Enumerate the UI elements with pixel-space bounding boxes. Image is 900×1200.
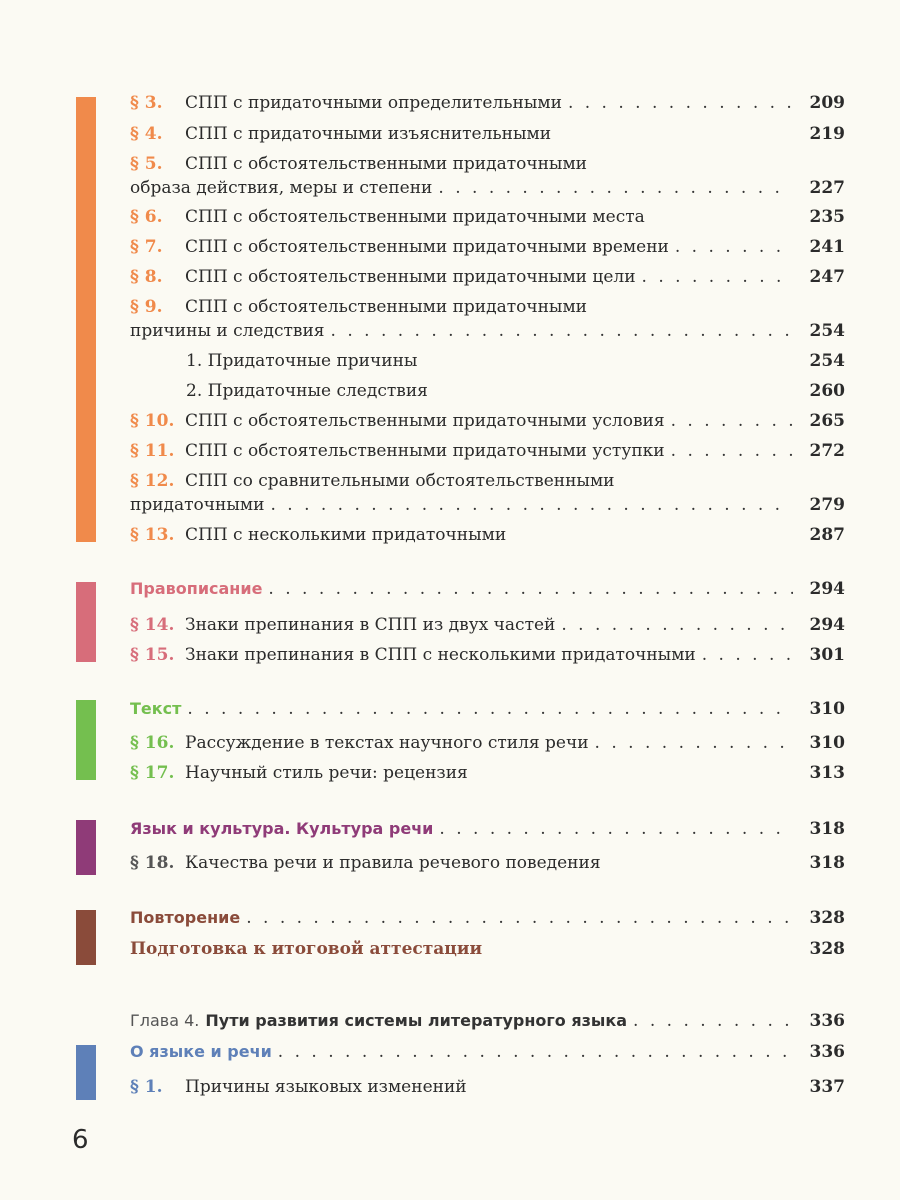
entry-title: Качества речи и правила речевого поведения — [185, 853, 601, 873]
entry-page: 265 — [809, 411, 845, 431]
entry-page: 254 — [809, 351, 845, 371]
page-number: 6 — [72, 1125, 89, 1155]
entry-page: 227 — [809, 178, 845, 198]
toc-entry[interactable] — [130, 491, 845, 519]
entry-page: 241 — [809, 237, 845, 257]
entry-title: причины и следствия — [130, 321, 325, 341]
entry-number: § 12. — [130, 471, 175, 491]
entry-page: 294 — [809, 615, 845, 635]
toc-entry[interactable] — [130, 89, 845, 117]
entry-number: § 1. — [130, 1077, 163, 1097]
toc-entry[interactable] — [130, 611, 845, 639]
toc-entry[interactable] — [130, 521, 845, 549]
leader-dots — [246, 904, 793, 932]
leader-dots — [675, 233, 793, 261]
entry-title: Знаки препинания в СПП с несколькими придаточными — [185, 645, 696, 665]
entry-page: 318 — [809, 819, 845, 839]
entry-number: § 5. — [130, 154, 163, 174]
toc-entry[interactable] — [130, 263, 845, 291]
section-title: Правописание — [130, 579, 263, 598]
entry-title: СПП с обстоятельственными придаточными места — [185, 207, 645, 227]
entry-title: СПП с придаточными определительными — [185, 93, 562, 113]
entry-page: 272 — [809, 441, 845, 461]
entry-title: СПП с обстоятельственными придаточными цели — [185, 267, 636, 287]
entry-page: 294 — [809, 579, 845, 599]
section-bar-review — [76, 910, 96, 965]
entry-title: 2. Придаточные следствия — [186, 381, 428, 401]
entry-number: § 15. — [130, 645, 175, 665]
entry-title: СПП с обстоятельственными придаточными условия — [185, 411, 665, 431]
entry-page: 310 — [809, 699, 845, 719]
toc-entry[interactable] — [130, 174, 845, 202]
section-title: Текст — [130, 699, 182, 718]
toc-entry[interactable] — [130, 203, 845, 231]
entry-page: 287 — [809, 525, 845, 545]
entry-page: 336 — [809, 1042, 845, 1062]
leader-dots — [270, 491, 793, 519]
entry-title: Научный стиль речи: рецензия — [185, 763, 468, 783]
section-title: Повторение — [130, 908, 241, 927]
section-bar-culture — [76, 820, 96, 875]
leader-dots — [633, 1007, 793, 1035]
toc-section[interactable] — [130, 935, 845, 963]
leader-dots — [595, 729, 793, 757]
chapter-prefix: Глава 4. — [130, 1011, 200, 1030]
entry-title: Причины языковых изменений — [185, 1077, 467, 1097]
entry-number: § 10. — [130, 411, 175, 431]
chapter-title: Пути развития системы литературного языка — [205, 1011, 628, 1030]
entry-page: 219 — [809, 124, 845, 144]
entry-page: 328 — [809, 908, 845, 928]
entry-title: придаточными — [130, 495, 265, 515]
entry-number: § 7. — [130, 237, 163, 257]
leader-dots — [568, 89, 793, 117]
toc-entry[interactable] — [130, 437, 845, 465]
leader-dots — [438, 174, 793, 202]
entry-title: Знаки препинания в СПП из двух частей — [185, 615, 556, 635]
leader-dots — [278, 1038, 793, 1066]
toc-entry[interactable] — [130, 759, 845, 787]
leader-dots — [642, 263, 793, 291]
leader-dots — [702, 641, 793, 669]
entry-number: § 18. — [130, 853, 175, 873]
entry-title: СПП с обстоятельственными придаточными времени — [185, 237, 669, 257]
entry-page: 209 — [809, 93, 845, 113]
leader-dots — [561, 611, 793, 639]
section-title: О языке и речи — [130, 1042, 272, 1061]
entry-page: 279 — [809, 495, 845, 515]
entry-number: § 17. — [130, 763, 175, 783]
entry-page: 301 — [809, 645, 845, 665]
entry-title: образа действия, меры и степени — [130, 178, 433, 198]
entry-page: 318 — [809, 853, 845, 873]
toc-entry[interactable] — [130, 729, 845, 757]
entry-title-line1: СПП с обстоятельственными придаточными — [185, 297, 588, 317]
toc-entry[interactable] — [130, 317, 845, 345]
toc-entry[interactable] — [130, 1073, 845, 1101]
entry-number: § 16. — [130, 733, 175, 753]
leader-dots — [671, 407, 793, 435]
entry-number: § 6. — [130, 207, 163, 227]
leader-dots — [187, 695, 793, 723]
section-bar-language — [76, 1045, 96, 1100]
leader-dots — [268, 575, 793, 603]
leader-dots — [331, 317, 793, 345]
toc-entry[interactable] — [130, 641, 845, 669]
toc-section[interactable] — [130, 904, 845, 932]
entry-title-line1: СПП со сравнительными обстоятельственными — [185, 471, 615, 491]
toc-subentry[interactable] — [186, 377, 845, 405]
section-bar-syntax — [76, 97, 96, 542]
entry-page: 336 — [809, 1011, 845, 1031]
entry-title: СПП с придаточными изъяснительными — [185, 124, 552, 144]
entry-title-line1: СПП с обстоятельственными придаточными — [185, 154, 588, 174]
entry-page: 254 — [809, 321, 845, 341]
toc-entry[interactable] — [130, 233, 845, 261]
entry-page: 310 — [809, 733, 845, 753]
entry-title: 1. Придаточные причины — [186, 351, 418, 371]
entry-number: § 4. — [130, 124, 163, 144]
toc-subentry[interactable] — [186, 347, 845, 375]
toc-entry[interactable] — [130, 849, 845, 877]
entry-page: 328 — [809, 939, 845, 959]
toc-section[interactable] — [130, 815, 845, 843]
entry-number: § 13. — [130, 525, 175, 545]
entry-title: Рассуждение в текстах научного стиля речи — [185, 733, 589, 753]
entry-number: § 8. — [130, 267, 163, 287]
entry-page: 337 — [809, 1077, 845, 1097]
entry-title: СПП с обстоятельственными придаточными уступки — [185, 441, 665, 461]
entry-page: 235 — [809, 207, 845, 227]
section-bar-spelling — [76, 582, 96, 662]
toc-entry[interactable] — [130, 120, 845, 148]
entry-page: 313 — [809, 763, 845, 783]
toc-section[interactable] — [130, 575, 845, 603]
toc-section[interactable] — [130, 695, 845, 723]
toc-entry[interactable] — [130, 407, 845, 435]
entry-number: § 3. — [130, 93, 163, 113]
entry-page: 260 — [809, 381, 845, 401]
toc-chapter[interactable] — [130, 1007, 845, 1035]
section-title: Подготовка к итоговой аттестации — [130, 939, 483, 959]
toc-section[interactable] — [130, 1038, 845, 1066]
entry-number: § 11. — [130, 441, 175, 461]
entry-number: § 9. — [130, 297, 163, 317]
leader-dots — [439, 815, 793, 843]
leader-dots — [671, 437, 793, 465]
entry-page: 247 — [809, 267, 845, 287]
section-title: Язык и культура. Культура речи — [130, 819, 434, 838]
section-bar-text — [76, 700, 96, 780]
entry-title: СПП с несколькими придаточными — [185, 525, 507, 545]
entry-number: § 14. — [130, 615, 175, 635]
